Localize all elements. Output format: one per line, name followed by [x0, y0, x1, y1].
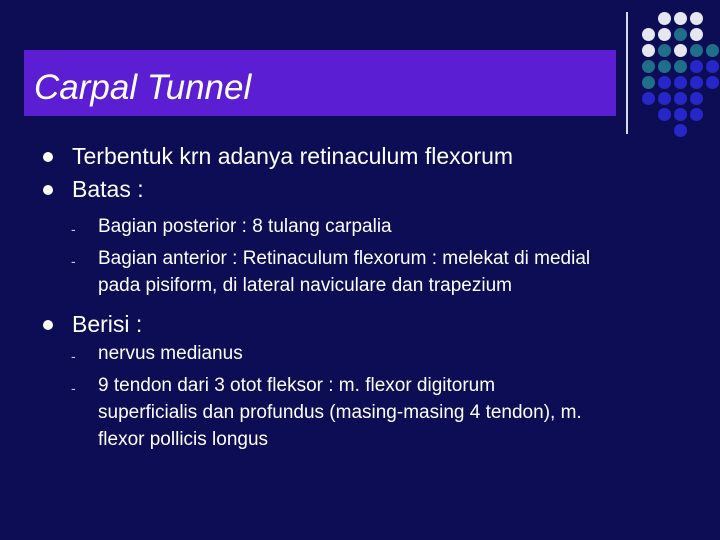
- bullet-dot: [43, 152, 53, 162]
- sub-bullet-dash: -: [71, 221, 76, 237]
- sub-bullet-text: nervus medianus: [98, 343, 243, 364]
- sub-bullet-text-continued: pada pisiform, di lateral naviculare dan trapezium: [98, 275, 512, 296]
- sub-bullet-text-continued: superficialis dan profundus (masing-masing 4 tendon), m.: [98, 402, 582, 423]
- sub-bullet-dash: -: [71, 348, 76, 364]
- sub-bullet-text: 9 tendon dari 3 otot fleksor : m. flexor digitorum: [98, 375, 496, 396]
- sub-bullet-text-continued: flexor pollicis longus: [98, 429, 269, 450]
- bullet-text-1: Terbentuk krn adanya retinaculum flexorum: [72, 143, 514, 169]
- sub-bullet-text: Bagian anterior : Retinaculum flexorum : melekat di medial: [98, 248, 591, 269]
- bullet-text-2: Batas :: [72, 176, 144, 202]
- slide-title: Carpal Tunnel: [34, 68, 252, 107]
- bullet-dot: [43, 320, 53, 330]
- bullet-text-3: Berisi :: [72, 311, 143, 337]
- sub-bullet-dash: -: [71, 253, 76, 269]
- sub-bullet-dash: -: [71, 380, 76, 396]
- bullet-dot: [43, 185, 53, 195]
- sub-bullet-text: Bagian posterior : 8 tulang carpalia: [98, 216, 392, 237]
